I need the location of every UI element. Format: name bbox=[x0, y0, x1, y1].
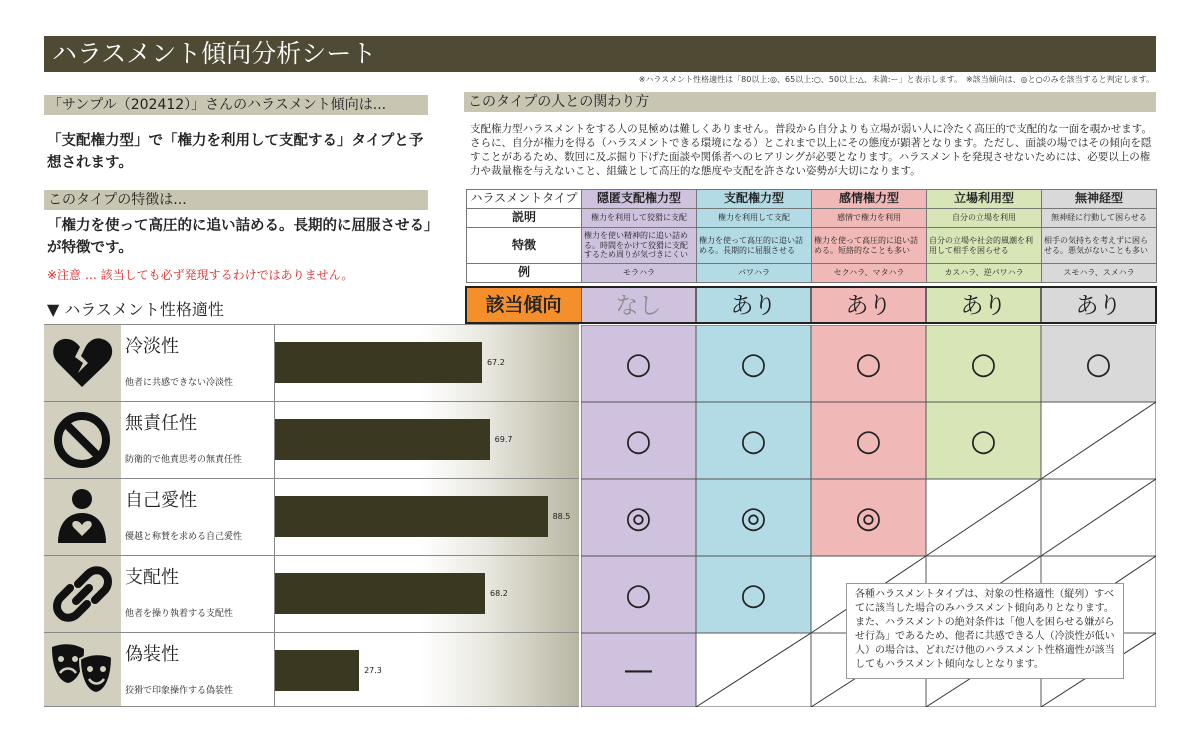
type-example-2: パワハラ bbox=[697, 264, 812, 283]
type-feature-5: 相手の気持ちを考えずに困らせる。悪気がないことも多い bbox=[1042, 228, 1157, 264]
type-name-5: 無神経型 bbox=[1042, 190, 1157, 209]
prohibition-icon bbox=[44, 402, 121, 478]
matrix-symbol: ○ bbox=[740, 577, 767, 613]
type-feature-1: 権力を使い精神的に追い詰める。時間をかけて狡猾に支配するため周りが気づきにくい bbox=[582, 228, 697, 264]
trait-name: 偽装性 bbox=[125, 644, 179, 665]
type-example-5: スモハラ、スメハラ bbox=[1042, 264, 1157, 283]
judgement-5: あり bbox=[1041, 287, 1156, 323]
page-title: ハラスメント傾向分析シート bbox=[44, 36, 1156, 72]
self-love-icon bbox=[44, 479, 121, 555]
chart-top-border bbox=[44, 324, 579, 325]
type-feature-2: 権力を使って高圧的に追い詰める。長期的に屈服させる bbox=[697, 228, 812, 264]
type-desc-4: 自分の立場を利用 bbox=[927, 209, 1042, 228]
trait-name: 冷淡性 bbox=[125, 336, 179, 357]
type-desc-2: 権力を利用して支配 bbox=[697, 209, 812, 228]
trait-name: 支配性 bbox=[125, 567, 179, 588]
trait-name: 無責任性 bbox=[125, 413, 197, 434]
matrix-symbol: ○ bbox=[855, 346, 882, 382]
type-name-1: 隠匿支配権力型 bbox=[582, 190, 697, 209]
judgement-2: あり bbox=[696, 287, 811, 323]
row-label-example: 例 bbox=[467, 264, 582, 283]
result-header: 「サンプル（202412）」さんのハラスメント傾向は... bbox=[44, 95, 428, 115]
legend-note: ※ハラスメント性格適性は「80以上:◎、65以上:○、50以上:△、未満:ー」と表示します。 ※該当傾向は、◎と○のみを該当すると判定します。 bbox=[638, 75, 1154, 84]
matrix-symbol: ○ bbox=[625, 577, 652, 613]
matrix-symbol: ○ bbox=[855, 423, 882, 459]
row-label-desc: 説明 bbox=[467, 209, 582, 228]
trait-desc: 狡猾で印象操作する偽装性 bbox=[125, 686, 234, 696]
judgement-row-border bbox=[465, 286, 1157, 324]
matrix-symbol: ○ bbox=[625, 346, 652, 382]
matrix-symbol: ◎ bbox=[740, 500, 767, 536]
type-example-4: カスハラ、逆パワハラ bbox=[927, 264, 1042, 283]
relation-paragraph: 支配権力型ハラスメントをする人の見極めは難しくありません。普段から自分よりも立場が弱い人に冷たく高圧的で支配的な一面を覗かせます。さらに、自分が権力を得る（ハラスメントできる環境になる）とこれまで以上にその態度が顕著となります。ただし、面談の場ではその傾向を隠すことがあるため、数回に及ぶ掘り下げた面談や関係者へのヒアリングが必要となります。ハラスメントを発現させないためには、必要以上の権力や裁量権を与えないこと、組織として高圧的な態度や支配を許さない姿勢が大切になります。 bbox=[470, 123, 1152, 177]
judgement-1: なし bbox=[581, 287, 696, 323]
matrix-symbol: ○ bbox=[625, 423, 652, 459]
type-desc-1: 権力を利用して狡猾に支配 bbox=[582, 209, 697, 228]
judgement-3: あり bbox=[811, 287, 926, 323]
matrix-symbol: ○ bbox=[970, 423, 997, 459]
info-box: 各種ハラスメントタイプは、対象の性格適性（縦列）すべてに該当した場合のみハラスメント傾向ありとなります。また、ハラスメントの絶対条件は「他人を困らせる嫌がらせ行為」であるため、他者に共感できる人（冷淡性が低い人）の場合は、どれだけ他のハラスメント性格適性が該当してもハラスメント傾向なしとなります。 bbox=[846, 583, 1124, 679]
bar-value-4: 68.2 bbox=[490, 589, 508, 598]
bar-value-2: 69.7 bbox=[494, 435, 513, 444]
theater-masks-icon bbox=[44, 633, 121, 706]
type-example-3: セクハラ、マタハラ bbox=[812, 264, 927, 283]
bar-4 bbox=[275, 573, 485, 614]
matrix-symbol: ○ bbox=[740, 423, 767, 459]
type-desc-5: 無神経に行動して困らせる bbox=[1042, 209, 1157, 228]
matrix-symbol: ○ bbox=[970, 346, 997, 382]
trait-name: 自己愛性 bbox=[125, 490, 197, 511]
result-text: 「支配権力型」で「権力を利用して支配する」タイプと予想されます。 bbox=[47, 133, 424, 171]
type-feature-4: 自分の立場や社会的風潮を利用して相手を困らせる bbox=[927, 228, 1042, 264]
type-name-3: 感情権力型 bbox=[812, 190, 927, 209]
bar-value-3: 88.5 bbox=[552, 512, 571, 521]
trait-desc: 優越と称賛を求める自己愛性 bbox=[125, 532, 243, 542]
broken-heart-icon bbox=[44, 325, 121, 401]
matrix-symbol: ◎ bbox=[625, 500, 652, 536]
bar-2 bbox=[275, 419, 490, 460]
feature-header: このタイプの特徴は... bbox=[44, 190, 428, 210]
matrix-symbol: — bbox=[623, 653, 654, 688]
type-table bbox=[466, 189, 1157, 283]
type-example-1: モラハラ bbox=[582, 264, 697, 283]
row-label-type: ハラスメントタイプ bbox=[467, 190, 582, 209]
type-name-4: 立場利用型 bbox=[927, 190, 1042, 209]
bar-value-1: 67.2 bbox=[486, 358, 505, 367]
type-desc-3: 感情で権力を利用 bbox=[812, 209, 927, 228]
trait-desc: 防衛的で他責思考の無責任性 bbox=[125, 455, 243, 465]
aptitude-title: ▼ ハラスメント性格適性 bbox=[47, 300, 224, 319]
type-name-2: 支配権力型 bbox=[697, 190, 812, 209]
bar-5 bbox=[275, 650, 359, 691]
type-feature-3: 権力を使って高圧的に追い詰める。短絡的なことも多い bbox=[812, 228, 927, 264]
matrix-symbol: ○ bbox=[740, 346, 767, 382]
chain-link-icon bbox=[44, 556, 121, 632]
caution-text: ※注意 … 該当しても必ず発現するわけではありません。 bbox=[47, 268, 354, 282]
bar-1 bbox=[275, 342, 482, 383]
matrix-symbol: ◎ bbox=[855, 500, 882, 536]
trait-desc: 他者を操り執着する支配性 bbox=[125, 609, 234, 619]
judgement-label: 該当傾向 bbox=[466, 287, 581, 323]
row-label-feature: 特徴 bbox=[467, 228, 582, 264]
matrix-symbol: ○ bbox=[1085, 346, 1112, 382]
feature-text: 「権力を使って高圧的に追い詰める。長期的に屈服させる」が特徴です。 bbox=[47, 218, 432, 256]
trait-desc: 他者に共感できない冷淡性 bbox=[125, 378, 234, 388]
judgement-4: あり bbox=[926, 287, 1041, 323]
bar-3 bbox=[275, 496, 548, 537]
relation-header: このタイプの人との関わり方 bbox=[464, 92, 1156, 112]
bar-value-5: 27.3 bbox=[364, 666, 382, 675]
